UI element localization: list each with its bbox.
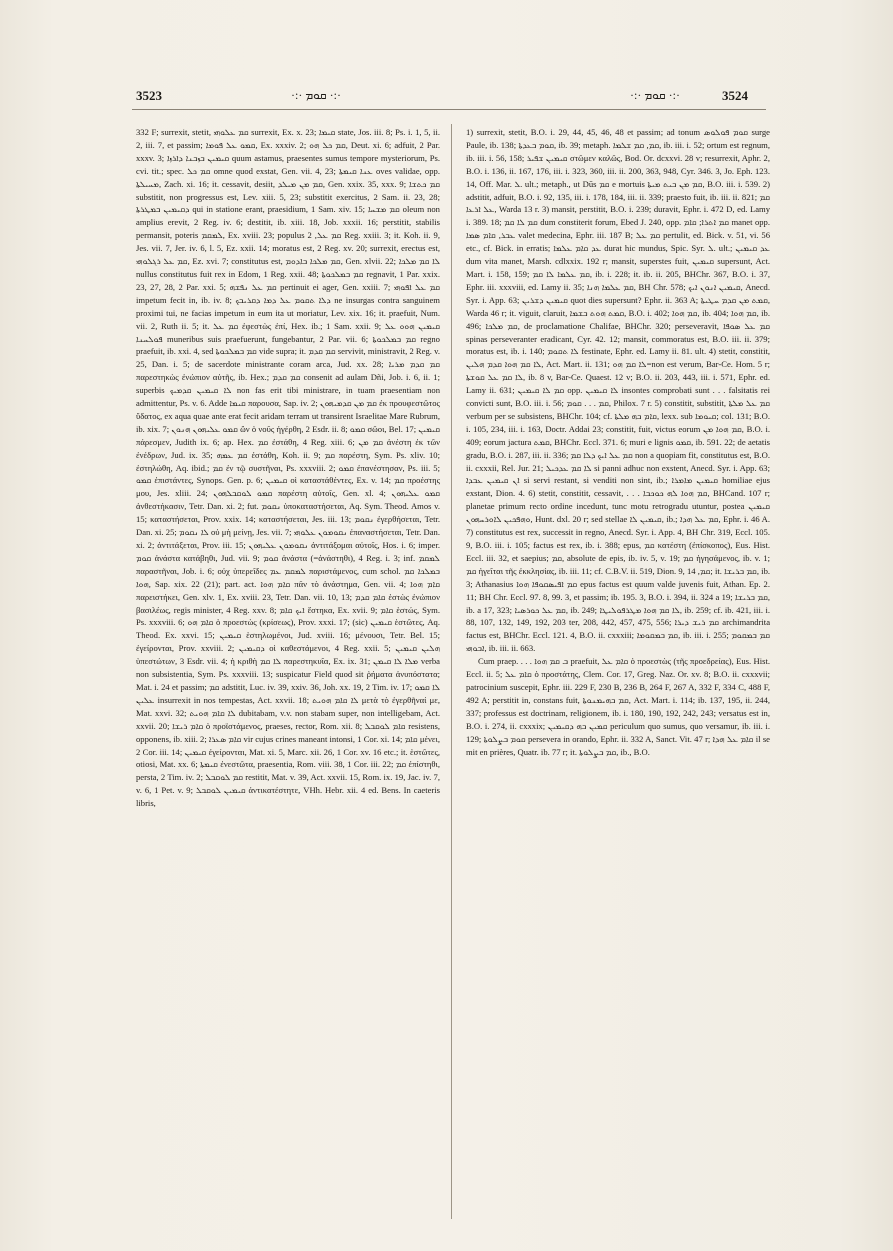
header-rule <box>132 109 766 110</box>
column-right <box>466 126 770 1226</box>
page-header <box>0 88 893 110</box>
column-left <box>136 126 440 1226</box>
running-head-right: ·:· ܩܘܡ ·:· <box>630 88 680 102</box>
page-number-right: 3524 <box>722 88 748 103</box>
running-head-left: ·:· ܩܘܡ ·:· <box>291 88 341 102</box>
entry-paragraph: 1) surrexit, stetit, B.O. i. 29, 44, 45, 46, 48 et passim; ad tonum ܩܘܡ ܦܘܠܘܣ surge Paule, ib. 138; ܩܘܡ ܒܥܕܬܐ, ib. 39; metaph. ܩܡ, ܩܡ ܫܠܡܐ, ib. iii. i. 52; ortum est regnum, ib. iii. i. 56, 158; ܩܝܡܝܢ ܫܦܝܪ στῶμεν καλῶς, Bod. Or. dcxxvi. 28 v; resurrexit, Aphr. 2, B.O. i. 136, ii. 167, 176, iii. i. 323, 360, iii. ii. 200, 363, 948, Cyr. 346. 3, Jo. Eph. 123. 14, Off. Mar. ܠ. ult.; metaph., ut Dūs ܩܡ e mortuis ܩܡ ܡܢ ܒܝܬ ܡܝܬܐ, B.O. iii. i. 539. 2) adstitit, adfuit, B.O. i. 92, 135, iii. i. 178, 184, iii. ii. 339; praesto fuit, ib. iii. ii. 821; ܩܡ ܥܠ ܐܪܥܐ, Warda 13 r. 3) mansit, perstitit, B.O. i. 239; duravit, Ephr. i. 472 D, ed. Lamy i. 389. 18; ܩܡ ܠܐ ܩܡ dum constiterit forum, Ebed J. 240, opp. ܩܡ ܐܬܪܐ; ܩܐܡ manet opp. ܥܒܪ, ܩܐܡ ܣܡܐ valet medecina, Ephr. iii. 187 B; ܩܡ ܥܠ pertulit, ed. Bick. v. 51, vi. 56 etc., cf. Bick. in erratis; ܥܕ ܩܐܡ ܥܠܡܐ durat hic mundus, Spic. Syr. ܠ. ult.; ܥܕ ܩܝܡܝܢ dum vita manet, Marsh. cdlxxix. 192 r; mansit, superstes fuit, ܩܝܡܝܢ supersunt, Act. Mart. i. 158, 159; ܩܡ ܥܠܡܐ ܠܐ ܩܡ, ib. i. 228; it. ib. ii. 205, BHChr. 367, B.O. i. 37, Ephr. iii. xxxviii, ed. Lamy ii. 35; ܩܡ ܥܠܡܐ ܗܢܐ, BH Chr. 578; ܩܝܡܝܢ ܐܢܘܢ ܐܝܟ, Anecd. Syr. i. App. 63; ܩܝܡܝܢ ܕܫܪܝܢ quot dies supersunt? Ephr. ii. 363 A; ܩܡܬ ܡܢ ܩܕܡ ܚܛܝܬܐ, Warda 46 r; it. viguit, claruit, ܩܡܬ ܗܘܬ ܒܫܡܐ, B.O. i. 402; ܩܡ ܗܘܐ, ib. 404; ܩܡ ܗܘܐ, ib. 496; ܩܡ ܡܠܟܐ, de proclamatione Chalifae, BHChr. 320; perseveravit, ܩܡ ܥܠ ܣܘܦܐ spinas perseveranter eradicant, Cyr. 42. 12; mansit, commoratus est, B.O. iii. ii. 379; moratus est, ib. i. 140; ܠܐ ܬܩܘܡ festinate, Ephr. ed. Lamy ii. 81. ult. 4) stetit, constitit, ܠܐ ܩܡ ܗܘܐ ܩܕܡ ܗܠܝܢ, Act. Mart. ii. 131; ܠܐ ܩܡ ܗܘ=non est verum, Bar-Ce. Hom. 5 r; ܠܐ ܩܡ ܥܠ ܩܘܫܬܐ, ib. 8 v, Bar-Ce. Quaest. 12 v; B.O. ii. 203, 443, iii. i. 571, Ephr. ed. Lamy ii. 631; ܩܡ ܠܐ ܩܝܡܝܢ opp. ܠܐ ܩܝܡܝܢ insontes comprobati sunt . . . falsitatis rei convicti sunt, B.O. iii. i. 56; ܩܡ . . . ܩܘܡ, Philox. 7 r. 5) constitit, substitit, ܩܡ ܥܠ ܡܠܬܐ verbum per se subsistens, BHChr. 104; cf. ܩܐܡ ܒܗ ܡܠܬܐ, lexx. sub ܩܝܘܡܐ; col. 131; B.O. i. 105, 234, iii. i. 163, Doctr. Addai 23; constitit, fuit, victus eorum ܩܡ ܗܘܐ ܡܢ, B.O. i. 409; eorum jactura ܩܡܬ, BHChr. Eccl. 371. 6; muri e lignis ܩܡܘ, ib. 591. 22; de aetatis gradu, B.O. i. 287, iii. ii. 336; ܩܡ ܥܠ ܐܝܟ ܕܠܐ ܩܡ non a quopiam fit, constitutus est, B.O. ii. cxxxii, Rel. Jur. 21; ܠܐ ܩܡ ܥܕܟܝܠ si panni adhuc non exstent, Anecd. Syr. i. App. 63; ܐܢ ܩܝܡܝܢ ܥܒܕܐ si servi restant, si venditi non sint, ib.; ܩܝܡܝܢ ܡܐܡܪܐ homiliae ejus exstant, Dion. 4. 6) stetit, constitit, cessavit, . . . ܩܡ ܗܘܐ ܠܗ ܟܘܟܒܐ, BHCand. 107 r; planetae primum recto ordine incedunt, tunc motu retrogradu utuntur, postea ܩܝܡܝܢ ܘܗܦܟܝܢ ܠܐܘܪܚܗܘܢ, Hunt. dxl. 20 r; sed stellae ܩܝܡܝܢ ܠܐ, ib.; ܩܡ ܥܠ ܗܕܐ, Ephr. i. 46 A. 7) constitutus est rex, successit in regno, Anecd. Syr. i. App. 4, BH Chr. 319, Eccl. 105. 9, B.O. iii. i. 105; factus est rex, ib. i. 388; epus, ܩܡ κατέστη (ἐπίσκοπος), Eus. Hist. Eccl. iii. 32, et saepius; ܩܡ, absolute de epis, ib. iv. 5, v. 19; ܩܡ ἡγησάμενος, ib. v. 1; ܩܡ ἡγεῖται τῆς ἐκκλησίας, ib. iii. 11; cf. C.B.V. ii. 519, Dion. 9, ܩܡ, 14; it. ܩܡ ܒܪܝܫܐ, ib. 3; Athanasius ܩܡ ܐܦܝܣܩܘܦܐ ܗܘܐ epus factus est quum valde juvenis fuit, Athan. Ep. 2. 11; BH Chr. Eccl. 97. 8, 99. 3, et passim; ib. 195. 3, B.O. i. 394, ii. 324 a 19; ܩܡ ܒܪܝܫܐ, ib. a 17, 323; ܩܡ ܥܠ ܟܘܪܣܝܐ, ib. 249; ܠܐ ܩܡ ܗܘܐ ܡܛܪܦܘܠܝܛܐ, ib. 259; cf. ib. 421, iii. i. 88, 107, 132, 149, 192, 203 ter, 208, 442, 457, 475, 556; ܩܡ ܪܝܫ ܕܝܪܐ archimandrita factus est, BHChr. Eccl. 121. 4, B.O. ii. cxxxiii; ܩܡ ܒܡܩܘܡܐ, ib. iii. i. 255; ܩܡ ܒܡܩܘܡ ܐܒܘܗܝ, ib. iii. ii. 663. <box>466 127 770 654</box>
page-number-left: 3523 <box>136 88 162 103</box>
entry-paragraph: Cum praep. . . . ܒ ܩܡ ܗܘܐ praefuit, ܩܐܡ ܥܠ ὁ προεστὼς (τῆς προεδρείας), Eus. Hist. Eccl. ii. 5; ܩܐܡ ܥܠ ὁ προστάτης, Clem. Cor. 17, Greg. Naz. Or. xv. 8; B.O. ii. cxxxvii; patrocinium suscepit, Ephr. iii. 229 F, 230 B, 236 B, 264 F, 267 A, 332 F, 334 C, 488 F, 492 A; perstitit in, constans fuit, ܩܡ ܒܗܝܡܢܘܬܐ, Act. Mart. i. 114; ib. 137, 195, ii. 244, 337; professus est doctrinam, religionem, ib. i. 180, 190, 192, 242, 243; versatus est in, B.O. i. 274, ii. cxxxix; ܩܡܝܢ ܒܗ ܕܩܝܡܝܢ periculum quo sumus, quo versamur, ib. iii. i. 129; ܩܘܡ ܒܨܠܘܬܐ persevera in orando, Ephr. ii. 332 A, Sanct. Vit. 47 r; ܩܐܡ ܥܠ ܗܕܐ il se mit en prières, Quatr. ib. 77 r; it. ܩܡ ܒܨܠܘܬܐ, ib., B.O. <box>466 656 770 757</box>
entry-paragraph: 332 F; surrexit, stetit, ܩܡ ܥܠܘܗܝ surrexit, Ex. x. 23; ܩܝܡܐ state, Jos. iii. 8; Ps. i. 1, 5, ii. 2, iii. 7, et passim; ܩܡܘ ܥܠ ܦܘܡܐ, Ex. xxxiv. 2; ܩܡ ܟܠ ܗܘ, Deut. xi. 6; adfuit, 2 Par. xxxv. 3; ܩܝܡܝܢ ܒܙܒܢܐ ܕܐܪܙܐ quum astamus, praesentes sumus tempore mysteriorum, Ps. cvi. tit.; spec. ܩܡ ܟܠ omne quod exstat, Gen. vii. 4, 23; ܥܢܐ ܩܝܡܬܐ oves validae, opp. ܡܚܝܠܬܐ, Zach. xi. 16; it. cessavit, desiit, ܩܡ ܡܢ ܡܝܠܕ, Gen. xxix. 35, xxx. 9; ܩܡ ܟܬܫܐ substitit, non progressus est, Lev. xiii. 5, 23; substitit exercitus, 2 Sam. ii. 23, 28; ܕܩܝܡܝܢ ܒܡܛܪܬܐ qui in statione erant, praesidium, 1 Sam. xiv. 15; ܩܡ ܡܫܚܐ oleum non amplius erevit, 2 Reg. iv. 6; destitit, ib. xiii. 18, Job. xxxii. 16; perstitit, stabilis permansit, poteris ܠܡܩܡ, Ex. xviii. 23; populus ܩܡ ܥܠ, 2 Reg. xxiii. 3; it. Koh. ii. 9, Jes. vii. 7, Jer. iv. 6, l. 5, Ez. xxii. 14; moratus est, 2 Reg. xv. 20; surrexit, erectus est, ܩܡ ܥܠ ܪܓܠܘܗܝ, Ez. xvi. 7; constitutus est, ܩܡ ܡܠܟܐ ܒܐܕܘܡ, Gen. xlvii. 22; ܠܐ ܩܡ ܡܠܟܐ nullus constitutus fuit rex in Edom, 1 Reg. xxii. 48; ܩܡ ܒܡܠܟܘܬܐ regnavit, 1 Par. xxix. 23, 27, 28, 2 Par. xxi. 5; ܩܡ ܥܠ ܢܦܫܗ pertinuit ei ager, Gen. xxiii. 7; ܩܡ ܥܠ ܐܦܘܗܝ impetum fecit in, ib. iv. 8; ܕܠܐ ܬܩܘܡ ܥܠ ܕܡܐ ܕܩܪܝܒܟ ne insurgas contra sanguinem proximi tui, ne facias impetum in eum ita ut moriatur, Lev. xix. 16; it. praefuit, Num. vii. 2, Ruth ii. 5; it. ܩܡ ܥܠ ἐφεστὼς ἐπί, Hex. ib.; 1 Sam. xxii. 9; ܩܝܡܝܢ ܗܘܘ ܥܠ ܦܘܠܚܢܐ muneribus suis praefuerunt, fungebantur, 2 Par. vii. 6; ܩܡ ܒܡܠܟܘܬܐ regno praefuit, ib. xxi. 4, sed ܩܡ ܒܡܠܟܘܬܐ vide supra; it. ܩܡ ܩܕܡ servivit, ministravit, 2 Reg. v. 25, Dan. i. 5; de sacerdote ministrante coram arca, Jud. xx. 28; ܩܡ ܩܕܡ ܡܪܝܐ παρεστηκὼς ἐνώπιον αὐτῆς, ib. Hex.; ܩܡ ܩܕܡ consenit ad aulam Dñi, Job. i. 6, ii. 1; superbis ܠܐ ܩܝܡܝܢ ܩܕܡܝܟ non fas erit tibi ministrare, in tuam praesentiam non admittentur, Ps. v. 6. Adde ܩܝܡܐ παρουσα, Sap. iv. 2; ܩܡ ܡܢ ܩܕܡܝܗܘܢ ἐκ προυφεστῶτος ὕδατος, ex aqua quae ante erat fecit aridam terram ut transirent Israelitae Mare Rubrum, ib. xix. 7; ܩܡܘ ܥܠܝܗܘܢ ܗܢܘܢ ὢν ὁ νοῦς ἠγέρθη, 2 Esdr. ii. 8; ܩܡܘ σῶοι, Bel. 17; ܩܝܡܝܢ πάρεσμεν, Judith ix. 6; ap. Hex. ܩܡ ἐστάθη, 4 Reg. xiii. 6; ܩܡ ܡܢ ἀνέστη ἐκ τῶν ἐνέδρων, Jud. ix. 35; ܩܡ ܥܡܗ ἐστάθη, Koh. ii. 9; ܩܡ παρέστη, Sym. Ps. xliv. 10; ἐστηλώθη, Aq. ibid.; ܩܡ ἐν τῷ συστῆναι, Ps. xxxviii. 2; ܩܡܘ ἐπανέστησαν, Ps. iii. 5; ܩܡܘ ἐπιστάντες, Synops. Gen. p. 6; ܩܝܡܝܢ οἱ καταστάθέντες, Ex. v. 14; ܩܡ προέστης μου, Jes. xliii. 24; ܩܡܘ ܠܘܩܒܠܗܘܢ παρέστη αὐτοῖς, Gen. xl. 4; ܩܡܘ ܥܠܝܗܘܢ ἀνθεστήκασιν, Tetr. Dan. xi. 2; fut. ܢܩܘܡ ὑποκαταστήσεται, Aq. Sym. Theod. Amos v. 15; καταστήσεται, Prov. xxix. 14; καταστήσεται, Jes. iii. 13; ܢܩܘܡ ἐγερθήσεται, Tetr. Dan. xi. 25; ܠܐ ܢܩܘܡ οὐ μὴ μείνῃ, Jes. vii. 7; ܢܩܘܡܘܢ ܥܠܘܗܝ ἐπαναστήσεται, Tetr. Dan. xi. 2; ἀντιτάξεται, Prov. iii. 15; ܢܩܘܡܘܢ ܥܠܝܗܘܢ ἀντιτάξομαι αὐτοῖς, Hos. i. 6; imper. ܩܘܡ ἀνάστα κατάβηθι, Jud. vii. 9; ܩܘܡ ἀνάστα (=ἀνάστηθι), 4 Reg. i. 3; inf. ܠܡܩܡ παραστῆναι, Job. i. 6; οὐχ ὑπερεῖδες ܠܡܩܡ ܥܡ παριστάμενος, cum schol. ܒܡܠܟܐ ܩܡ ܗܘܐ, Sap. xix. 22 (21); part. act. ܩܐܡ ܗܘܐ πᾶν τὸ ἀνάστημα, Gen. vii. 4; ܩܐܡ ܗܘܐ παρειστήκει, Gen. xlv. 1, Ex. xviii. 23, Tetr. Dan. vii. 10, 13; ܩܐܡ ܩܕܡ ἑστὼς ἐνώπιον βασιλέως, regis minister, 4 Reg. xxv. 8; ܐܝܟ ܩܐܡ ἕστηκα, Ex. xvii. 9; ܩܐܡ ἑστώς, Sym. Ps. xxxviii. 6; ܩܐܡ ܗܘ ὁ προεστὼς (κρίσεως), Prov. xxxi. 17; (sic) ܩܝܡܝܢ ἑστῶτες, Aq. Theod. Ex. xxvi. 15; ܩܝܡܝܢ ἑστηλωμένοι, Jud. xviii. 16; μένουσι, Tetr. Bel. 15; ἐγείρονται, Prov. xxviii. 2; ܕܩܝܡܝܢ οἱ καθεστάμενοι, 4 Reg. xxii. 5; ܗܠܝܢ ܩܝܡܝܢ ὑπεστώτων, 3 Esdr. vii. 4; ἡ κριθὴ ܠܐ ܩܡ παρεστηκυῖα, Ex. ix. 31; ܡܠܐ ܠܐ ܩܝܡܢ verba non subsistentia, Sym. Ps. xxxviii. 13; suspicatur Field quod sit ῥήματα ἀνυπόστατα; Mat. i. 24 et passim; ܩܡ adstitit, Luc. iv. 39, xxiv. 36, Joh. xx. 19, 2 Tim. iv. 17; ܠܐ ܩܡܘ ܥܠܝܢ insurrexit in nos tempestas, Act. xxvii. 18; ܠܐ ܩܐܡ ܗܘܝܬ μετὰ τὸ ἐγερθῆναί με, Mat. xxvi. 32; ܠܐ ܩܐܡ ܗܘܝܬ dubitabam, v.v. non stabam super, non intelligebam, Act. xxvii. 20; ܩܐܡ ܪܝܫܐ ὁ προϊστάμενος, praeses, rector, Rom. xii. 8; ܩܐܡ ܠܘܩܒܠ resistens, opponens, ib. xiii. 2; ܩܐܡ ܣܥܪܐ vir cujus crines maneant intonsi, 1 Cor. xi. 14; ܩܐܡ μένει, 2 Cor. iii. 14; ܩܝܡܝܢ ἐγείρονται, Mat. xi. 5, Marc. xii. 26, 1 Cor. xv. 16 etc.; it. ἑστῶτες, otiosi, Mat. xx. 6; ܩܝܡܬܐ ἐνεστῶτα, praesentia, Rom. viii. 38, 1 Cor. iii. 22; ܩܡ ἐπίστηθι, persta, 2 Tim. iv. 2; ܩܡ ܠܘܩܒܠ restitit, Mat. v. 39, Act. xxvii. 15, Rom. ix. 19, Jac. iv. 7, v. 6, 1 Pet. v. 9; ܩܝܡܝܢ ܠܘܩܒܠ ἀντικατέστητε, VHh. Hebr. xii. 4 ed. Bens. In caeteris libris, <box>136 127 440 809</box>
column-divider <box>451 124 452 1219</box>
